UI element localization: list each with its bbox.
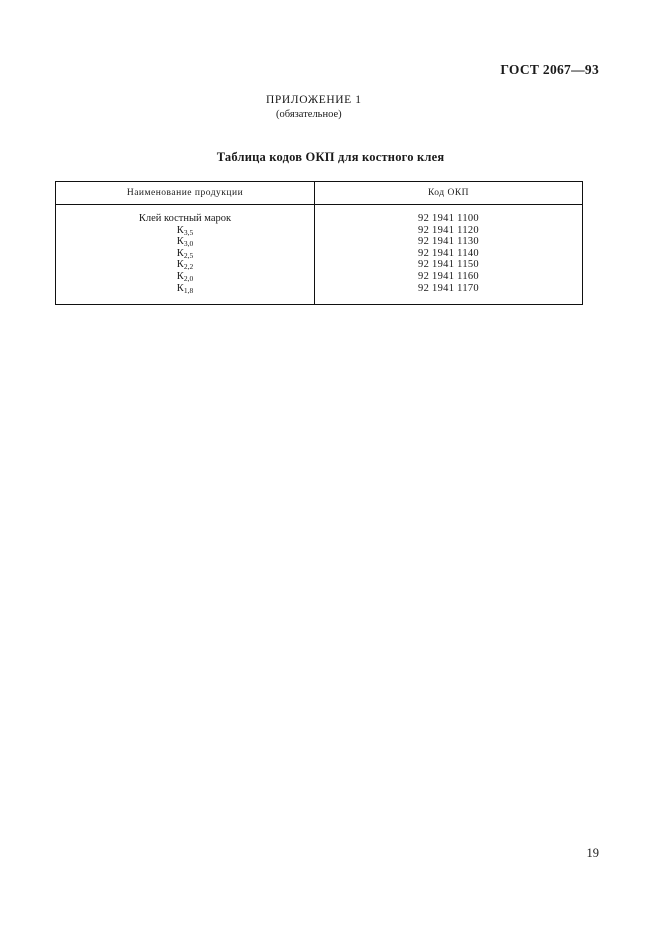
grade-letter: К xyxy=(176,270,184,282)
grade-letter: К xyxy=(176,282,184,294)
product-list xyxy=(56,205,314,304)
grade-index: 2,0 xyxy=(183,273,194,283)
grade-index: 3,0 xyxy=(183,239,194,249)
table-header-row xyxy=(56,182,583,205)
code-cell xyxy=(315,205,583,305)
standard-reference: ГОСТ 2067—93 xyxy=(500,62,599,77)
grade-item xyxy=(56,271,314,283)
code-item: 92 1941 1160 xyxy=(418,270,479,282)
code-list xyxy=(315,205,582,304)
appendix-block xyxy=(266,94,362,120)
code-item: 92 1941 1100 xyxy=(418,213,479,224)
product-cell xyxy=(56,205,315,305)
okp-codes-table xyxy=(55,181,583,305)
grade-item xyxy=(56,225,314,237)
table-caption: Таблица кодов ОКП для костного клея xyxy=(216,150,445,164)
appendix-title: ПРИЛОЖЕНИЕ 1 xyxy=(266,94,362,106)
column-header-product: Наименование продукции xyxy=(56,182,315,205)
page-number: 19 xyxy=(586,846,599,860)
code-item: 92 1941 1150 xyxy=(418,259,479,271)
grade-letter: К xyxy=(176,259,184,271)
grade-item xyxy=(56,248,314,260)
grade-index: 3,5 xyxy=(183,227,194,237)
column-header-code: Код ОКП xyxy=(315,182,583,205)
table-row xyxy=(56,205,583,305)
grade-index: 1,8 xyxy=(183,285,194,295)
grade-letter: К xyxy=(176,247,184,259)
grade-letter: К xyxy=(176,224,184,236)
grade-index: 2,2 xyxy=(183,262,194,272)
code-item: 92 1941 1130 xyxy=(418,236,479,248)
grade-index: 2,5 xyxy=(183,250,194,260)
grade-letter: К xyxy=(176,236,184,248)
product-intro: Клей костный марок xyxy=(138,213,232,224)
grade-item xyxy=(56,236,314,248)
appendix-subtitle: (обязательное) xyxy=(276,109,342,120)
grade-item xyxy=(56,259,314,271)
code-item: 92 1941 1170 xyxy=(418,282,479,294)
grade-item xyxy=(56,283,314,295)
code-item: 92 1941 1140 xyxy=(418,247,479,259)
code-item: 92 1941 1120 xyxy=(418,224,479,236)
